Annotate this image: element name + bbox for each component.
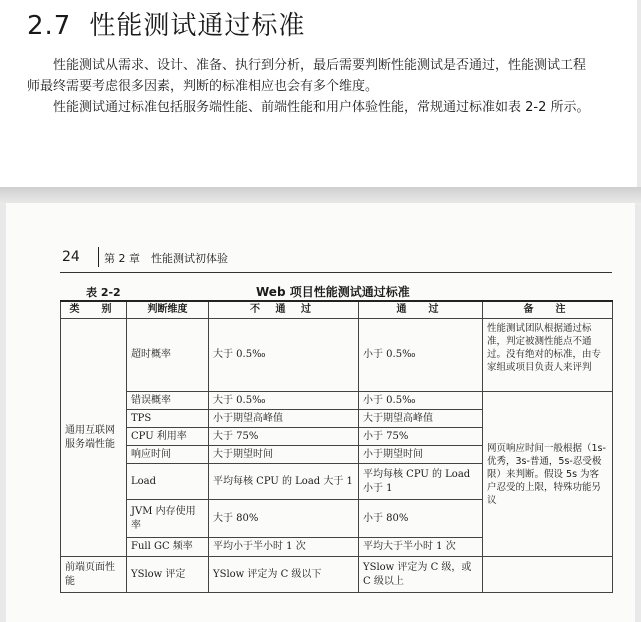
pass-cell: YSlow 评定为 C 级，或 C 级以上 [359, 557, 483, 593]
dimension-cell: JVM 内存使用率 [127, 500, 209, 538]
pass-cell: 小于 80% [359, 500, 483, 538]
dimension-cell: 响应时间 [127, 446, 209, 464]
table-row [61, 557, 613, 593]
dimension-cell: Load [127, 464, 209, 500]
header-dimension: 判断维度 [127, 301, 209, 319]
header-rule [60, 272, 612, 273]
pass-cell: 小于期望时间 [359, 446, 483, 464]
header-note: 备 注 [483, 301, 613, 319]
pass-cell: 大于期望高峰值 [359, 410, 483, 428]
fail-cell: 小于期望高峰值 [209, 410, 359, 428]
fail-cell: 大于 75% [209, 428, 359, 446]
table-number: 表 2-2 [86, 286, 121, 299]
fail-cell: 大于 80% [209, 500, 359, 538]
pass-cell: 小于 0.5‰ [359, 319, 483, 392]
dimension-cell: CPU 利用率 [127, 428, 209, 446]
paragraph: 性能测试通过标准包括服务端性能、前端性能和用户体验性能，常规通过标准如表 2-2 所示。 [53, 100, 590, 115]
fail-cell: 平均每核 CPU 的 Load 大于 1 [209, 464, 359, 500]
page-number: 24 [62, 249, 80, 265]
fail-cell: YSlow 评定为 C 级以下 [209, 557, 359, 593]
header-category: 类 别 [61, 301, 127, 319]
group-cell: 前端页面性能 [61, 557, 127, 593]
fail-cell: 大于期望时间 [209, 446, 359, 464]
note-cell: 网页响应时间一般根据（1s-优秀，3s-普通，5s-忍受极限）来判断。假设 5s 为客户忍受的上限，特殊功能另议 [483, 392, 613, 557]
pass-cell: 小于 0.5‰ [359, 392, 483, 410]
table-header-row [61, 301, 613, 319]
section-number: 2.7 [27, 11, 72, 41]
dimension-cell: 错误概率 [127, 392, 209, 410]
fail-cell: 大于 0.5‰ [209, 392, 359, 410]
dimension-cell: TPS [127, 410, 209, 428]
book-page-bottom [6, 203, 635, 622]
table-row [61, 392, 613, 410]
header-fail: 不 通 过 [209, 301, 359, 319]
table-row [61, 319, 613, 392]
pass-cell: 小于 75% [359, 428, 483, 446]
header-pass: 通 过 [359, 301, 483, 319]
note-cell-empty [483, 557, 613, 593]
fail-cell: 平均小于半小时 1 次 [209, 538, 359, 557]
note-cell: 性能测试团队根据通过标准，判定被测性能点不通过。没有绝对的标准，由专家组或项目负责人来评判 [483, 319, 613, 392]
paragraph: 性能测试从需求、设计、准备、执行到分析，最后需要判断性能测试是否通过，性能测试工程师最终需要考虑很多因素，判断的标准相应也会有多个维度。 [27, 58, 587, 94]
section-title: 性能测试通过标准 [89, 11, 306, 41]
group-cell: 通用互联网服务端性能 [61, 319, 127, 557]
chapter-title: 第 2 章 性能测试初体验 [104, 252, 228, 265]
section-heading [27, 5, 305, 42]
dimension-cell: YSlow 评定 [127, 557, 209, 593]
header-divider [98, 247, 99, 267]
fail-cell: 大于 0.5‰ [209, 319, 359, 392]
dimension-cell: Full GC 频率 [127, 538, 209, 557]
criteria-table [60, 300, 613, 593]
pass-cell: 平均大于半小时 1 次 [359, 538, 483, 557]
pass-cell: 平均每核 CPU 的 Load 小于 1 [359, 464, 483, 500]
table-title: Web 项目性能测试通过标准 [256, 285, 410, 299]
dimension-cell: 超时概率 [127, 319, 209, 392]
book-page-top [0, 0, 637, 187]
